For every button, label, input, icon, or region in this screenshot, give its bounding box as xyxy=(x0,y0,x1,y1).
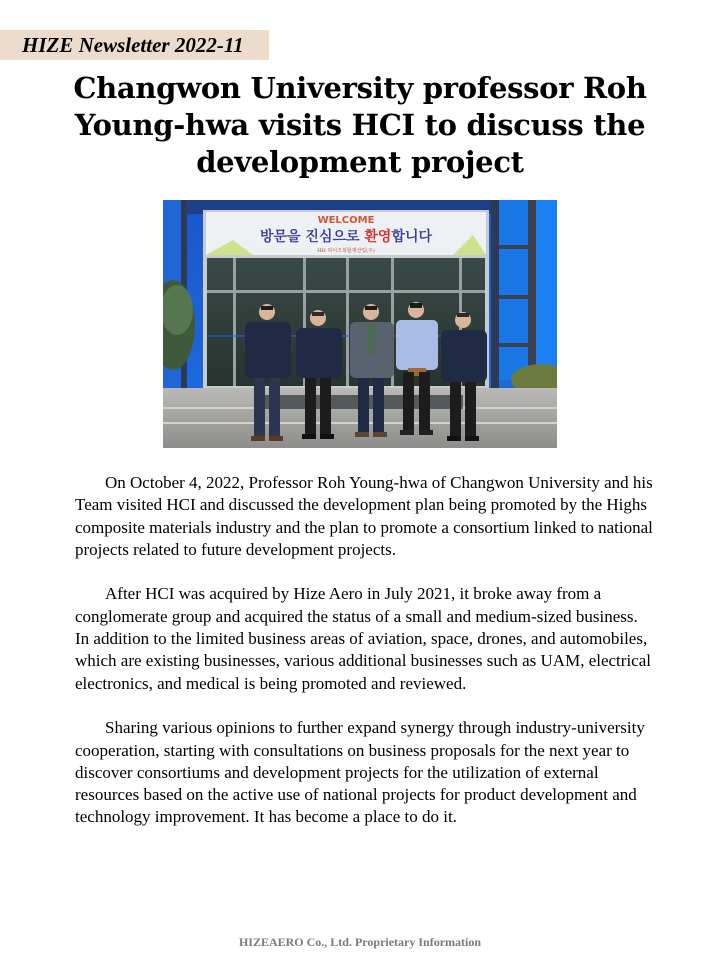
banner-company-text: HH 하이즈복합재산업(주) xyxy=(317,248,375,254)
article-title: Changwon University professor Roh Young-hwa visits HCI to discuss the development project xyxy=(73,71,647,179)
footer-proprietary-notice: HIZEAERO Co., Ltd. Proprietary Information xyxy=(238,935,482,949)
article-body xyxy=(75,472,655,851)
banner-welcome-text: WELCOME xyxy=(317,215,375,226)
banner-korean-text: 방문을 진심으로 환영합니다 xyxy=(259,229,433,245)
newsletter-tag-label: HIZE Newsletter 2022-11 xyxy=(22,33,244,57)
article-paragraph: Sharing various opinions to further expand synergy through industry-university cooperation, starting with consultations on business proposals for the next year to discover consortiums and development projects for the utilization of external resources based on the active use of national projects for product development and technology improvement. It has become a place to do it. xyxy=(75,718,645,827)
article-photo xyxy=(163,200,557,448)
newsletter-tag xyxy=(0,30,269,60)
article-paragraph: After HCI was acquired by Hize Aero in July 2021, it broke away from a conglomerate group and acquired the status of a small and medium-sized business. In addition to the limited business areas of aviation, space, drones, and automobiles, which are existing businesses, various additional businesses such as UAM, electrical electronics, and medical is being promoted and reviewed. xyxy=(75,584,651,693)
article-paragraph: On October 4, 2022, Professor Roh Young-hwa of Changwon University and his Team visited HCI and discussed the development plan being promoted by the Highs composite materials industry and the plan to promote a consortium linked to national projects related to future development projects. xyxy=(75,473,653,559)
group-photo-illustration xyxy=(163,200,557,448)
